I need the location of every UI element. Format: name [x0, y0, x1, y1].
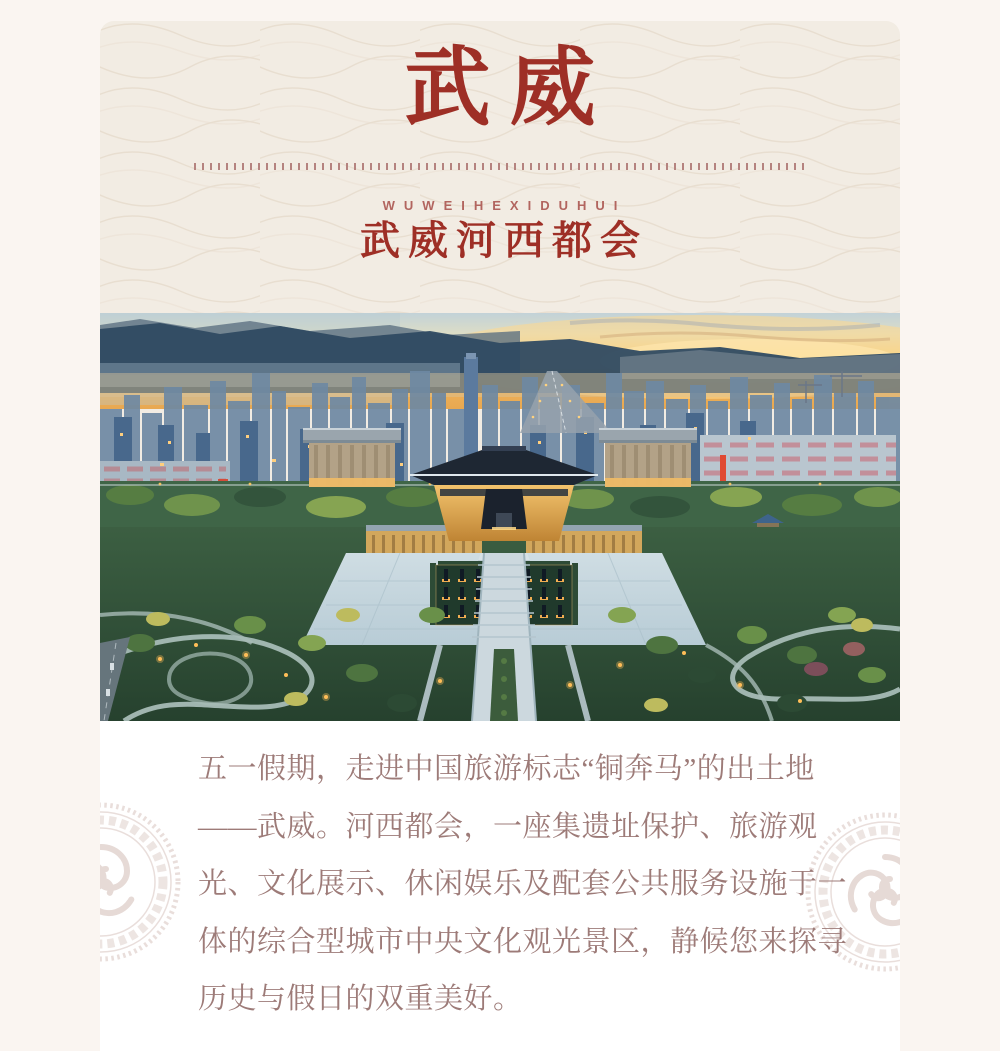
paragraph-line: ——武威。河西都会，一座集遗址保护、旅游观 — [198, 810, 818, 843]
page-title: 武威 — [404, 40, 615, 136]
paragraph-line: 历史与假日的双重美好。 — [198, 983, 523, 1015]
city-aerial-photo-art — [100, 313, 900, 721]
latin-subtitle: WUWEIHEXIDUHUI — [382, 198, 627, 214]
paragraph-line: 光、文化展示、休闲娱乐及配套公共服务设施于一 — [198, 868, 848, 900]
paragraph-line: 体的综合型城市中央文化观光景区，静候您来探寻 — [198, 925, 848, 958]
intro-paragraph — [100, 721, 900, 1029]
city-aerial-photo[interactable] — [100, 313, 900, 721]
article-body — [100, 721, 900, 1051]
subtitle: 武威河西都会 — [360, 218, 648, 264]
dotted-divider — [194, 163, 806, 170]
paragraph-line: 五一假期，走进中国旅游标志“铜奔马”的出土地 — [198, 753, 815, 785]
article-header — [100, 21, 900, 313]
article-card — [100, 21, 900, 1051]
